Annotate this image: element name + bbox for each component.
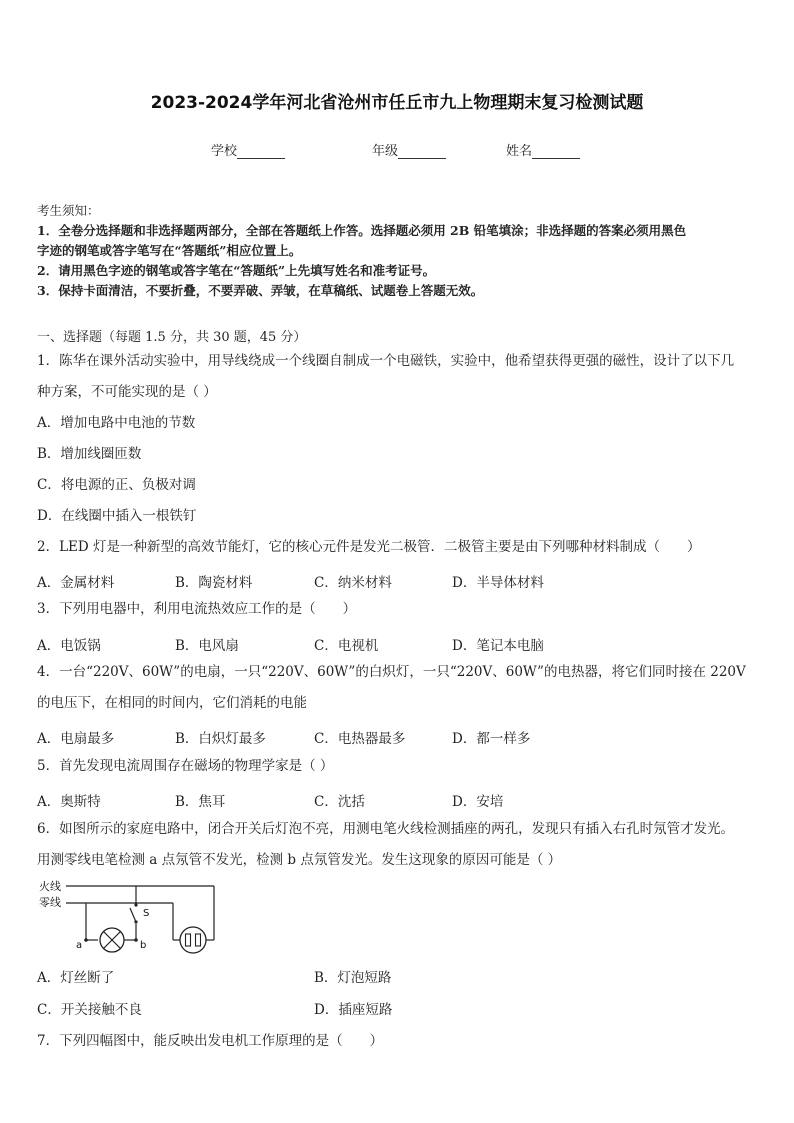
switch-label: S — [143, 908, 150, 919]
school-field — [211, 140, 285, 159]
neutral-wire-label: 零线 — [39, 896, 61, 909]
grade-field — [372, 140, 446, 159]
notice-block — [37, 201, 759, 301]
question-3-option-d: D．笔记本电脑 — [452, 638, 544, 654]
question-6-option-d: D．插座短路 — [314, 1002, 393, 1018]
question-1-option-c: C．将电源的正、负极对调 — [37, 477, 196, 493]
question-5-option-c: C．沈括 — [314, 794, 365, 810]
question-3-option-a: A．电饭锅 — [37, 638, 101, 654]
switch-pivot — [134, 903, 137, 906]
question-3-option-b: B．电风扇 — [175, 638, 239, 654]
question-6-line2: 用测零线电笔检测 a 点氖管不发光，检测 b 点氖管发光。发生这现象的原因可能是（ ） — [37, 852, 562, 868]
notice-item-2: 2．请用黑色字迹的钢笔或答字笔在“答题纸”上先填写姓名和准考证号。 — [37, 263, 436, 278]
question-1-line2: 种方案，不可能实现的是（ ） — [37, 384, 217, 400]
question-4-option-b: B．白炽灯最多 — [175, 731, 266, 747]
circuit-diagram — [36, 876, 226, 956]
page-title: 2023-2024学年河北省沧州市任丘市九上物理期末复习检测试题 — [150, 93, 644, 113]
question-5-option-d: D．安培 — [452, 794, 504, 810]
notice-item-1b: 字迹的钢笔或答字笔写在“答题纸”相应位置上。 — [37, 243, 302, 258]
question-2: 2．LED 灯是一种新型的高效节能灯，它的核心元件是发光二极管．二极管主要是由下列哪种材料制成（ ） — [37, 539, 701, 555]
point-b-label: b — [140, 940, 147, 951]
notice-heading: 考生须知： — [37, 203, 100, 218]
question-6-option-c: C．开关接触不良 — [37, 1002, 142, 1018]
question-1-option-a: A．增加电路中电池的节数 — [37, 415, 196, 431]
question-2-option-b: B．陶瓷材料 — [175, 575, 253, 591]
school-label: 学校 — [211, 144, 238, 159]
question-4 — [37, 657, 759, 719]
point-a-label: a — [76, 940, 83, 951]
school-blank — [237, 146, 285, 159]
question-5-option-a: A．奥斯特 — [37, 794, 101, 810]
notice-item-3: 3．保持卡面清洁，不要折叠，不要弄破、弄皱，在草稿纸、试题卷上答题无效。 — [37, 283, 484, 298]
lamp-symbol — [100, 928, 124, 952]
grade-label: 年级 — [372, 144, 399, 159]
name-field — [506, 140, 580, 159]
question-1-option-d: D．在线圈中插入一根铁钉 — [37, 508, 197, 524]
question-2-option-a: A．金属材料 — [37, 575, 115, 591]
question-4-option-d: D．都一样多 — [452, 731, 531, 747]
notice-item-1a: 1．全卷分选择题和非选择题两部分，全部在答题纸上作答。选择题必须用 2B 铅笔填涂；非选择题的答案必须用黑色 — [37, 223, 687, 238]
question-4-line2: 的电压下，在相同的时间内，它们消耗的电能 — [37, 695, 307, 711]
question-1 — [37, 346, 759, 532]
question-7: 7．下列四幅图中，能反映出发电机工作原理的是（ ） — [37, 1033, 384, 1049]
question-4-line1: 4．一台“220V、60W”的电扇，一只“220V、60W”的白炽灯，一只“220V、60W”的电热器，将它们同时接在 220V — [37, 664, 746, 680]
live-wire-label: 火线 — [39, 880, 61, 893]
question-1-option-b: B．增加线圈匝数 — [37, 446, 142, 462]
section-heading: 一、选择题（每题 1.5 分，共 30 题，45 分） — [37, 330, 307, 345]
question-5-option-b: B．焦耳 — [175, 794, 226, 810]
switch-blade — [130, 908, 136, 922]
question-2-option-d: D．半导体材料 — [452, 575, 544, 591]
question-5: 5．首先发现电流周围存在磁场的物理学家是（ ） — [37, 758, 334, 774]
question-6-option-a: A．灯丝断了 — [37, 970, 115, 986]
socket-symbol — [180, 927, 206, 953]
question-6-option-b: B．灯泡短路 — [314, 970, 392, 986]
name-blank — [532, 146, 580, 159]
question-3-option-c: C．电视机 — [314, 638, 379, 654]
question-2-option-c: C．纳米材料 — [314, 575, 392, 591]
name-label: 姓名 — [506, 144, 533, 159]
grade-blank — [398, 146, 446, 159]
question-4-option-c: C．电热器最多 — [314, 731, 406, 747]
question-6-line1: 6．如图所示的家庭电路中，闭合开关后灯泡不亮，用测电笔火线检测插座的两孔，发现只有插入右孔时氖管才发光。 — [37, 821, 735, 837]
question-3: 3．下列用电器中，利用电流热效应工作的是（ ） — [37, 601, 357, 617]
question-4-option-a: A．电扇最多 — [37, 731, 115, 747]
point-a-dot — [84, 938, 88, 942]
question-1-line1: 1．陈华在课外活动实验中，用导线绕成一个线圈自制成一个电磁铁，实验中，他希望获得更强的磁性，设计了以下几 — [37, 353, 735, 369]
question-6 — [37, 814, 759, 876]
